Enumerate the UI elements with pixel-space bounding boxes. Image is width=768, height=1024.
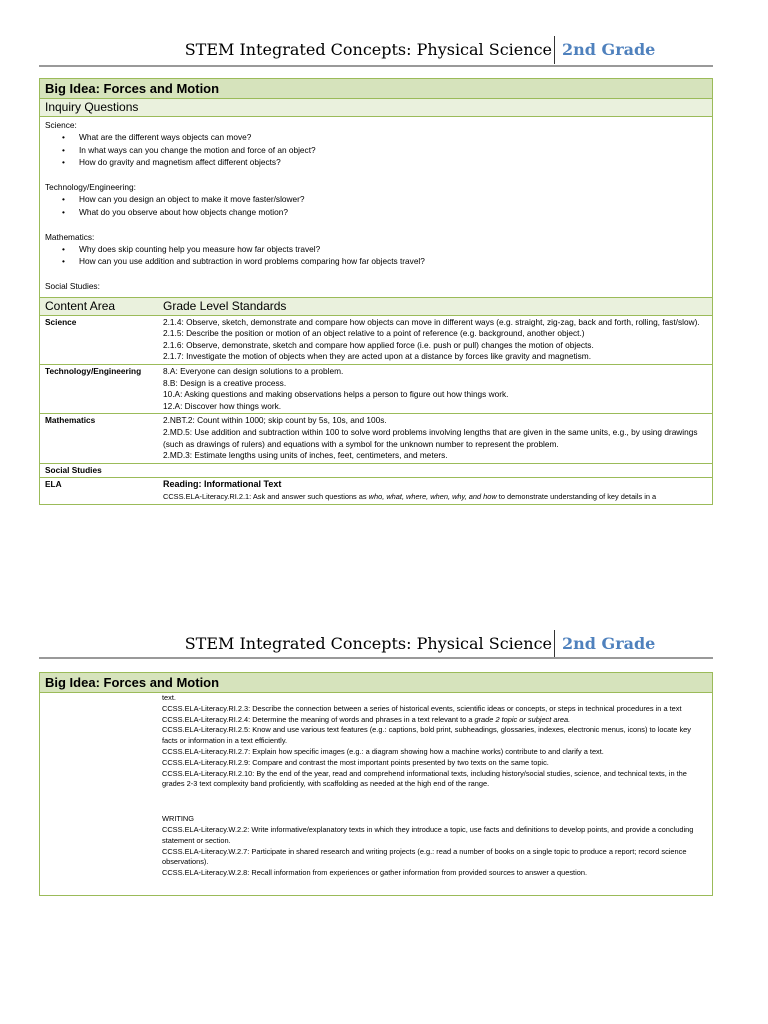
standard-item: CCSS.ELA-Literacy.RI.2.1: Ask and answer such questions as who, what, where, when, why, and how to demonstrate understanding of key details in a [163,491,657,501]
content-area-science: Science [45,316,77,327]
standard-item: 8.B: Design is a creative process. [163,377,287,388]
header-rule [39,657,713,659]
standards-header [40,297,712,316]
standard-item: CCSS.ELA-Literacy.W.2.2: Write informative/explanatory texts in which they introduce a topic, use facts and definitions to develop points, and provide a concluding statement or section. [162,824,694,845]
inquiry-questions-heading: Inquiry Questions [40,99,712,117]
science-questions [45,131,707,168]
grade-label: 2nd Grade [562,40,656,59]
big-idea-heading: Big Idea: Forces and Motion [40,673,712,693]
header-separator [554,630,555,658]
tech-label: Technology/Engineering: [45,182,136,193]
standard-item: CCSS.ELA-Literacy.RI.2.10: By the end of the year, read and comprehend informational texts, including history/social studies, science, and technical texts, in the grades 2-3 text complexity band proficiently, with scaffolding as needed at the high end of the range. [162,768,687,789]
writing-heading: WRITING [162,814,195,824]
ela-standards-continued [40,693,712,887]
science-standards [163,316,712,364]
standard-item: CCSS.ELA-Literacy.RI.2.5: Know and use various text features (e.g.: captions, bold print, subheadings, glossaries, indexes, electronic menus, icons) to locate key facts or information in a text efficiently. [162,725,691,746]
standard-item: CCSS.ELA-Literacy.W.2.7: Participate in shared research and writing projects (e.g.: read a number of books on a single topic to produce a report; record science observations). [162,846,687,867]
standard-item: text. [162,693,176,702]
standard-item: 2.1.4: Observe, sketch, demonstrate and compare how objects can move in different ways (e.g. straight, zig-zag, back and forth, rolling, fast/slow). [163,316,700,327]
standard-item: 8.A: Everyone can design solutions to a problem. [163,366,344,377]
content-area-ela: ELA [45,479,62,490]
table-row [40,316,712,365]
page-header-2 [0,630,768,660]
inquiry-questions [40,117,712,297]
list-item: • What do you observe about how objects change motion? [45,206,707,218]
standard-item: 2.MD.3: Estimate lengths using units of inches, feet, centimeters, and meters. [163,450,448,461]
standard-item: CCSS.ELA-Literacy.W.2.8: Recall information from experiences or gather information from provided sources to answer a question. [162,868,588,878]
standard-item: 12.A: Discover how things work. [163,400,282,411]
standard-item: CCSS.ELA-Literacy.RI.2.7: Explain how specific images (e.g.: a diagram showing how a machine works) contribute to and clarify a text. [162,746,604,756]
standard-item: 2.1.5: Describe the position or motion of an object relative to a point of reference (e.g. background, another object.) [163,328,585,339]
content-area-social-studies: Social Studies [45,464,102,475]
standard-item: 2.1.7: Investigate the motion of objects when they are acted upon at a distance by forces like gravity and magnetism. [163,351,591,362]
standard-item: 2.1.6: Observe, demonstrate, sketch and compare how applied force (i.e. push or pull) changes the motion of objects. [163,339,594,350]
list-item: • How do gravity and magnetism affect different objects? [45,156,707,168]
list-item: • Why does skip counting help you measure how far objects travel? [45,243,707,255]
math-standards [163,414,712,462]
standard-item: 2.MD.5: Use addition and subtraction within 100 to solve word problems involving lengths that are given in the same units, e.g., by using drawings (such as drawings of rulers) and equations with a symbol for the unknown number to represent the problem. [163,426,698,449]
content-area-technology: Technology/Engineering [45,366,142,377]
list-item: • How can you design an object to make it move faster/slower? [45,193,707,205]
ela-standards [163,478,712,503]
standard-item: CCSS.ELA-Literacy.RI.2.3: Describe the connection between a series of historical events, scientific ideas or concepts, or steps in technical procedures in a text [162,703,682,713]
content-area-header: Content Area [45,298,116,313]
table-row [40,365,712,414]
science-label: Science: [45,120,77,130]
document-title: STEM Integrated Concepts: Physical Science [184,40,552,59]
page-header [0,36,768,66]
math-label: Mathematics: [45,231,95,242]
list-item: • What are the different ways objects can move? [45,131,707,143]
table-row [40,464,712,479]
list-item: • How can you use addition and subtraction in word problems comparing how far objects travel? [45,255,707,267]
table-row [40,478,712,503]
math-questions [45,243,707,268]
social-studies-label: Social Studies: [45,281,100,292]
header-separator [554,36,555,64]
grade-level-standards-header: Grade Level Standards [163,298,287,313]
standard-item: 2.NBT.2: Count within 1000; skip count by 5s, 10s, and 100s. [163,415,387,426]
content-area-mathematics: Mathematics [45,415,96,426]
grade-label: 2nd Grade [562,634,656,653]
standard-item: CCSS.ELA-Literacy.RI.2.9: Compare and contrast the most important points presented by two texts on the same topic. [162,757,549,767]
big-idea-heading: Big Idea: Forces and Motion [40,79,712,99]
table-row [40,414,712,463]
tech-standards [163,365,712,413]
document-title: STEM Integrated Concepts: Physical Science [184,634,552,653]
list-item: • In what ways can you change the motion and force of an object? [45,144,707,156]
big-idea-table-continued [39,672,713,896]
standard-item: 10.A: Asking questions and making observations helps a person to figure out how things work. [163,389,509,400]
reading-informational-heading: Reading: Informational Text [163,479,282,490]
standard-item: CCSS.ELA-Literacy.RI.2.4: Determine the meaning of words and phrases in a text relevant to a grade 2 topic or subject area. [162,714,571,724]
tech-questions [45,193,707,218]
big-idea-table [39,78,713,505]
header-rule [39,65,713,67]
